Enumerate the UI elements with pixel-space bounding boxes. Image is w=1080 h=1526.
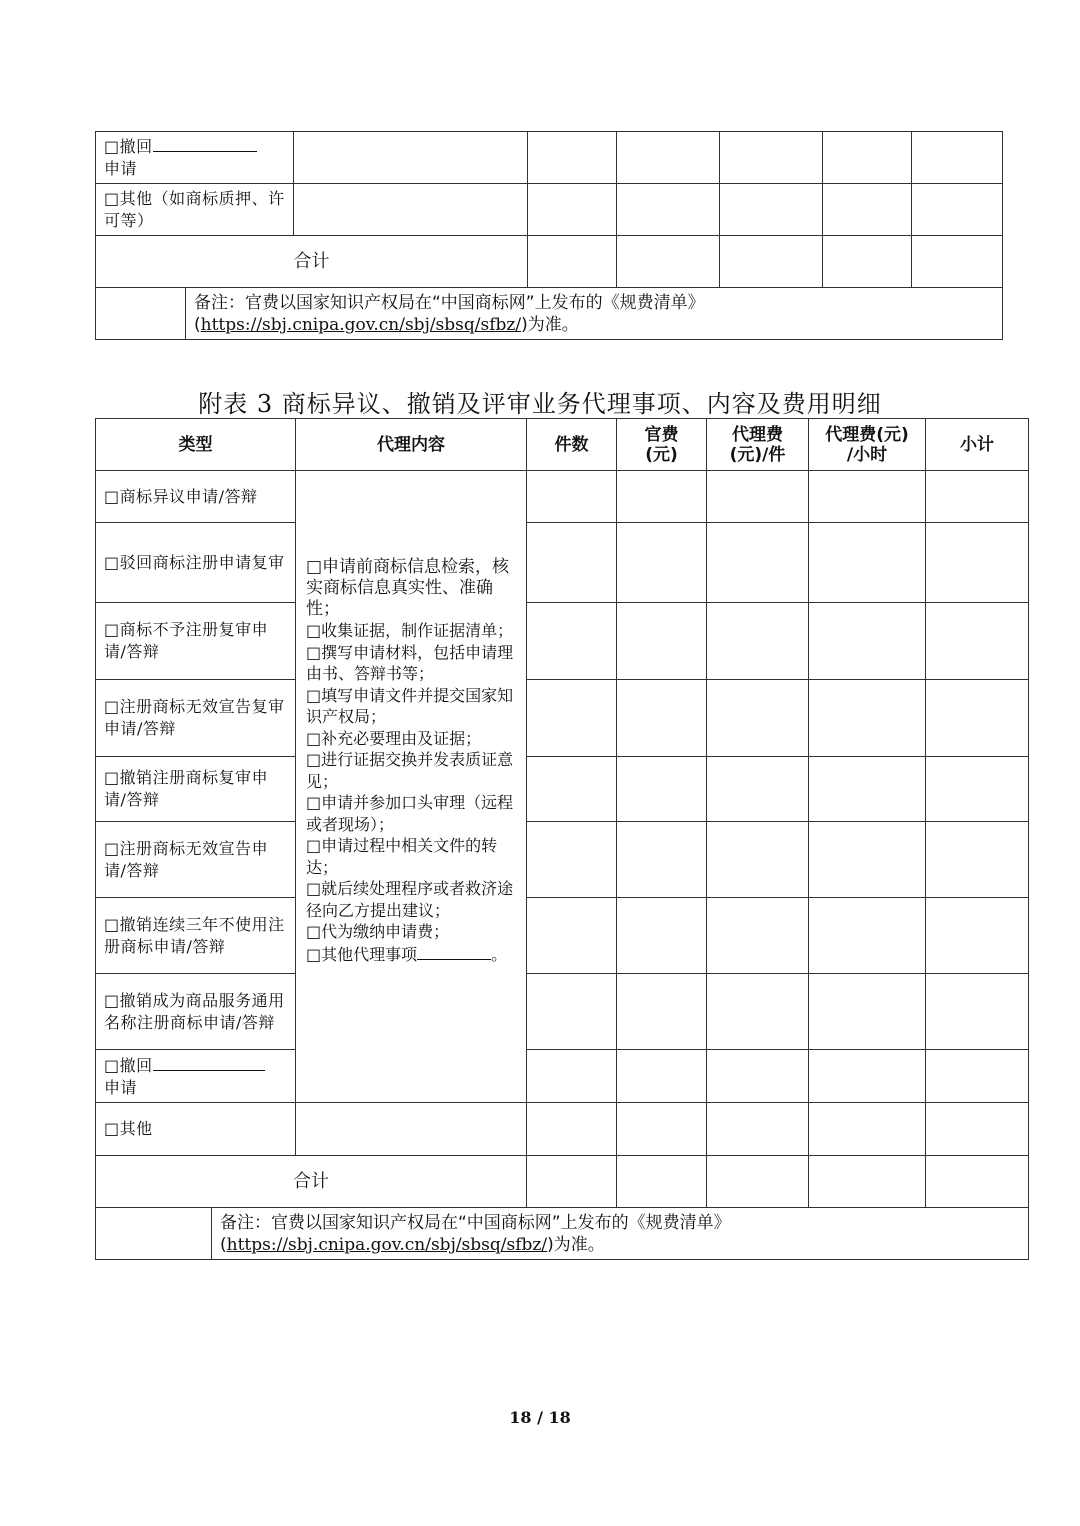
official-fee-cell: [617, 1156, 707, 1208]
table-row: [96, 898, 1029, 974]
agency-fee-per-hour-cell: [809, 1050, 926, 1103]
agency-fee-per-item-cell: [707, 822, 809, 898]
subtotal-cell: [912, 132, 1003, 184]
header-type: 类型: [96, 419, 296, 471]
type-cell: □撤销成为商品服务通用名称注册商标申请/答辩: [96, 974, 296, 1050]
blank-line: [417, 943, 491, 960]
header-subtotal: 小计: [926, 419, 1029, 471]
table-row: [96, 757, 1029, 822]
header-row: [96, 419, 1029, 471]
count-cell: [527, 1050, 617, 1103]
agency-fee-per-item-cell: [707, 1103, 809, 1156]
total-label: 合计: [96, 1156, 527, 1208]
agency-fee-per-hour-cell: [809, 603, 926, 680]
subtotal-cell: [926, 680, 1029, 757]
note-row: [96, 1208, 1029, 1260]
subtotal-cell: [926, 471, 1029, 523]
official-fee-cell: [617, 680, 707, 757]
table-row: [96, 132, 1003, 184]
agency-fee-per-hour-cell: [809, 757, 926, 822]
official-fee-cell: [617, 132, 720, 184]
table-row: [96, 184, 1003, 236]
agency-fee-per-item-cell: [720, 184, 823, 236]
type-cell: □其他: [96, 1103, 296, 1156]
official-fee-cell: [617, 603, 707, 680]
table-row: [96, 1050, 1029, 1103]
count-cell: [527, 603, 617, 680]
blank-line: [153, 135, 257, 152]
count-cell: [528, 132, 617, 184]
count-cell: [527, 898, 617, 974]
page-number: 18 / 18: [509, 1408, 571, 1427]
count-cell: [527, 1103, 617, 1156]
table-caption: 附表 3 商标异议、撤销及评审业务代理事项、内容及费用明细: [198, 390, 882, 418]
type-cell: □其他（如商标质押、许可等）: [96, 184, 294, 236]
official-fee-cell: [617, 1050, 707, 1103]
content-item-last: □其他代理事项 。: [306, 944, 508, 964]
agency-fee-per-hour-cell: [809, 680, 926, 757]
content-item: □代为缴纳申请费；: [306, 922, 450, 941]
table-row: [96, 523, 1029, 603]
subtotal-cell: [926, 757, 1029, 822]
content-item: □填写申请文件并提交国家知识产权局；: [306, 685, 514, 726]
subtotal-cell: [912, 236, 1003, 288]
header-official-fee: 官费 (元): [617, 419, 707, 471]
subtotal-cell: [926, 1050, 1029, 1103]
agency-fee-per-item-cell: [707, 757, 809, 822]
agency-fee-per-item-cell: [707, 898, 809, 974]
agency-fee-per-hour-cell: [809, 523, 926, 603]
agency-fee-per-item-cell: [707, 523, 809, 603]
official-fee-cell: [617, 1103, 707, 1156]
table-row: [96, 603, 1029, 680]
note-blank-cell: [96, 288, 186, 340]
official-fee-cell: [617, 471, 707, 523]
count-cell: [527, 757, 617, 822]
agency-fee-per-item-cell: [707, 680, 809, 757]
content-item: □申请并参加口头审理（远程或者现场）；: [306, 793, 514, 834]
agency-fee-per-hour-cell: [823, 236, 912, 288]
header-agency-fee-per-hour: 代理费(元) /小时: [809, 419, 926, 471]
type-cell: □撤销注册商标复审申请/答辩: [96, 757, 296, 822]
agency-fee-per-hour-cell: [823, 132, 912, 184]
subtotal-cell: [926, 1156, 1029, 1208]
type-cell: □驳回商标注册申请复审: [96, 523, 296, 603]
type-cell: □商标异议申请/答辩: [96, 471, 296, 523]
subtotal-cell: [912, 184, 1003, 236]
total-row: [96, 1156, 1029, 1208]
count-cell: [528, 184, 617, 236]
agency-fee-per-hour-cell: [809, 1103, 926, 1156]
subtotal-cell: [926, 523, 1029, 603]
subtotal-cell: [926, 898, 1029, 974]
content-item: □收集证据，制作证据清单；: [306, 621, 514, 640]
fee-list-link[interactable]: https://sbj.cnipa.gov.cn/sbj/sbsq/sfbz/: [226, 1234, 548, 1255]
note-blank-cell: [96, 1208, 212, 1260]
fee-table-3: [95, 418, 1029, 1260]
table-row: [96, 1103, 1029, 1156]
total-label: 合计: [96, 236, 528, 288]
table-row: [96, 471, 1029, 523]
content-cell: [294, 132, 528, 184]
content-item: □申请过程中相关文件的转达；: [306, 836, 498, 877]
agency-fee-per-hour-cell: [809, 1156, 926, 1208]
official-fee-cell: [617, 822, 707, 898]
subtotal-cell: [926, 603, 1029, 680]
type-cell: □撤回 申请: [96, 132, 294, 184]
agency-fee-per-item-cell: [720, 132, 823, 184]
header-content: 代理内容: [296, 419, 527, 471]
count-cell: [527, 1156, 617, 1208]
agency-fee-per-item-cell: [707, 471, 809, 523]
count-cell: [528, 236, 617, 288]
type-cell: □撤回 申请: [96, 1050, 296, 1103]
official-fee-cell: [617, 523, 707, 603]
content-item: □进行证据交换并发表质证意见；: [306, 750, 514, 791]
type-cell: □注册商标无效宣告复审申请/答辩: [96, 680, 296, 757]
note-cell: 备注：官费以国家知识产权局在“中国商标网”上发布的《规费清单》(https://sbj.cnipa.gov.cn/sbj/sbsq/sfbz/)为准。: [186, 288, 1003, 340]
note-cell: 备注：官费以国家知识产权局在“中国商标网”上发布的《规费清单》(https://sbj.cnipa.gov.cn/sbj/sbsq/sfbz/)为准。: [212, 1208, 1029, 1260]
note-row: [96, 288, 1003, 340]
type-cell: □注册商标无效宣告申请/答辩: [96, 822, 296, 898]
type-cell: □撤销连续三年不使用注册商标申请/答辩: [96, 898, 296, 974]
fee-list-link[interactable]: https://sbj.cnipa.gov.cn/sbj/sbsq/sfbz/: [200, 314, 522, 335]
count-cell: [527, 471, 617, 523]
subtotal-cell: [926, 822, 1029, 898]
official-fee-cell: [617, 757, 707, 822]
agency-fee-per-item-cell: [707, 1050, 809, 1103]
content-item: □补充必要理由及证据；: [306, 728, 482, 748]
agency-fee-per-item-cell: [707, 603, 809, 680]
header-agency-fee-per-item: 代理费 (元)/件: [707, 419, 809, 471]
content-cell: [294, 184, 528, 236]
content-item: □撰写申请材料，包括申请理由书、答辩书等；: [306, 642, 514, 683]
subtotal-cell: [926, 1103, 1029, 1156]
table-row: [96, 822, 1029, 898]
fee-table-continued: [95, 131, 1003, 340]
header-count: 件数: [527, 419, 617, 471]
agency-content-cell: [296, 471, 527, 1103]
agency-fee-per-hour-cell: [809, 471, 926, 523]
content-cell: [296, 1103, 527, 1156]
official-fee-cell: [617, 974, 707, 1050]
official-fee-cell: [617, 184, 720, 236]
count-cell: [527, 523, 617, 603]
total-row: [96, 236, 1003, 288]
agency-fee-per-hour-cell: [809, 898, 926, 974]
table-row: [96, 680, 1029, 757]
type-cell: □商标不予注册复审申请/答辩: [96, 603, 296, 680]
agency-fee-per-item-cell: [720, 236, 823, 288]
count-cell: [527, 822, 617, 898]
count-cell: [527, 680, 617, 757]
agency-fee-per-hour-cell: [823, 184, 912, 236]
agency-fee-per-hour-cell: [809, 822, 926, 898]
agency-fee-per-item-cell: [707, 1156, 809, 1208]
agency-fee-per-hour-cell: [809, 974, 926, 1050]
blank-line: [153, 1054, 265, 1071]
content-item: □就后续处理程序或者救济途径向乙方提出建议；: [306, 879, 514, 920]
subtotal-cell: [926, 974, 1029, 1050]
table-row: [96, 974, 1029, 1050]
official-fee-cell: [617, 236, 720, 288]
official-fee-cell: [617, 898, 707, 974]
agency-fee-per-item-cell: [707, 974, 809, 1050]
content-lead: □申请前商标信息检索，核实商标信息真实性、准确性；: [306, 557, 510, 619]
count-cell: [527, 974, 617, 1050]
